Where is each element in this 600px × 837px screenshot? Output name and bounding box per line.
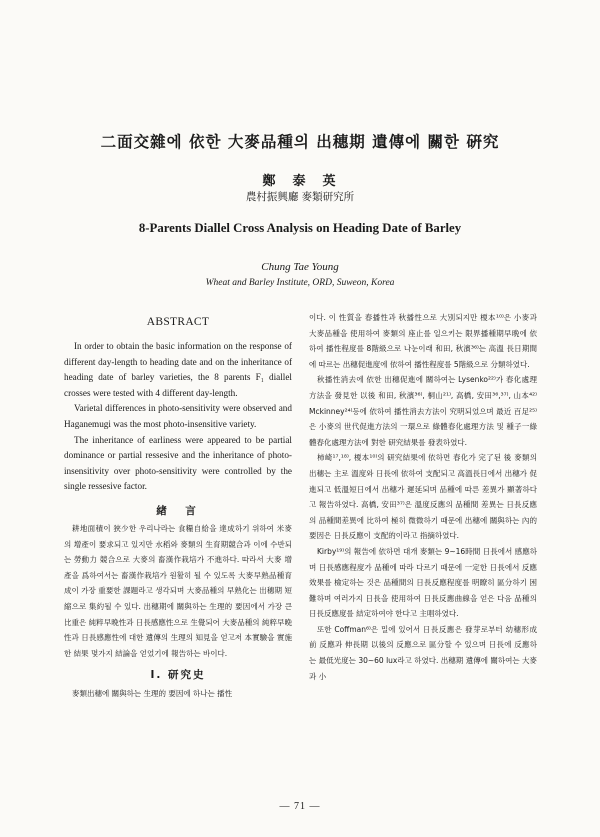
abstract-paragraph: In order to obtain the basic information on the response of different day-length to heading date and on the inheritance of heading date of barley varieties, the 8 parents F₁ diallel crosses were tested with 4 different day-length. <box>64 341 292 398</box>
korean-title: 二面交雜에 依한 大麥品種의 出穗期 遺傳에 關한 硏究 <box>100 133 500 151</box>
abstract-heading: ABSTRACT <box>146 316 210 328</box>
english-author: Chung Tae Young <box>261 261 339 273</box>
intro-paragraph: 耕地面積이 狹少한 우리나라는 食糧自給을 達成하기 위하여 米麥의 增產이 要求되고 있지만 水稻와 麥類의 生育期競合과 이에 수반되는 勞動力 競合으로 大麥의 畜漢作栽培가 不進하다. 따라서 大麥 增產을 爲하여서는 畜漢作栽培가 원활히 될 수 있도록 大麥早熟品種育成이 가장 重要한 課題라고 생각되며 大麥品種의 早熟化는 出穗期 短縮으로 集約될 수 있다. 出穗期에 關與하는 生理的 要因에서 가장 큰 比重은 純粹早晩性과 日長感應性으로 生覺되어 大麥品種의 純粹早晩性과 日長感應性에 대한 遺傳의 生理의 知見을 얻고저 本實驗을 實施한 結果 몇가지 結論을 얻었기에 報告하는 바이다. <box>64 523 292 658</box>
body-paragraph: 秋播性消去에 依한 出穗促進에 關하여는 Lysenko²²⁾가 春化處理方法을 發見한 以後 和田, 秋濱³⁶⁾, 桐山²¹⁾, 高橋, 安田³⁶,³⁷⁾, 山本⁴²⁾ Mckinney²⁴⁾등에 依하여 播性消去方法이 究明되었으며 最近 百足²⁵⁾은 小麥의 世代促進方法의 一環으로 綠體春化處理方法 및 種子一綠體春化處理方法에 對한 研究結果를 發表하였다. <box>309 375 537 447</box>
abstract-paragraph: The inheritance of earliness were appeared to be partial dominance or partial ressesive and the inheritance of photo-insensitivity over photo-sensitivity were controlled by the single ressesive factor. <box>64 434 292 492</box>
body-paragraph: Kirby¹⁹⁾의 報告에 依하면 대개 麥類는 9~16時間 日長에서 感應하며 日長感應程度가 品種에 따라 다르기 때문에 一定한 日長에서 反應效果를 檢定하는 것은 品種間의 日長反應程度를 明瞭히 區分하기 困難하며 여러가지 日長을 使用하여 日長反應曲線을 얻은 다음 品種의 日長反應度를 結定하여야 한다고 主唱하였다. <box>309 546 537 619</box>
english-title: 8-Parents Diallel Cross Analysis on Heading Date of Barley <box>138 221 462 235</box>
body-paragraph: 이다. 이 性質을 春播性과 秋播性으로 大別되지만 榎本¹⁰⁾은 小麥과 大麥品種을 使用하여 麥類의 座止를 일으키는 限界播種期早晩에 依하여 播性程度를 8階級으로 나눈이래 和田, 秋濱³⁶⁾는 高溫 長日期間에 따르는 出穗促進度에 依하여 播性程度를 5階級으로 分類하였다. <box>309 313 537 369</box>
english-affiliation: Wheat and Barley Institute, ORD, Suweon, Korea <box>205 278 395 288</box>
korean-affiliation: 農村振興廳 麥類研究所 <box>245 191 355 203</box>
intro-heading: 緖 言 <box>156 504 200 517</box>
body-paragraph: 柿崎¹⁷,¹⁸⁾, 榎本¹⁰⁾의 研究結果에 依하면 春化가 完了된 後 麥類의 出穗는 主로 溫度와 日長에 依하여 支配되고 高溫長日에서 出穗가 促進되고 低溫短日에서 出穗가 遲延되며 品種에 따른 差異가 顯著하다고 報告하였다. 高橋, 安田³⁷⁾은 溫度反應의 品種間 差異는 日長反應의 品種間差異에 比하여 極히 微微하기 때문에 出穗에 關與하는 內的要因은 日長反應이 支配的이라고 指摘하였다. <box>309 453 537 541</box>
korean-author: 鄭 泰 英 <box>262 174 338 189</box>
left-column <box>64 316 292 702</box>
history-heading: Ⅰ. 研究史 <box>150 669 206 682</box>
history-paragraph: 麥類出穗에 關與하는 生理的 要因에 하나는 播性 <box>72 689 233 699</box>
right-column <box>309 310 537 684</box>
body-paragraph: 또한 Coffman⁶⁾은 밀에 있어서 日長反應은 發芽로부터 幼穗形成前 反應과 伸長期 以後의 反應으로 區分할 수 있으며 日長에 反應하는 最低光度는 30~60 lux라고 하였다. 出穗期 遺傳에 關하여는 大麥과 小 <box>309 624 537 681</box>
page-number: — 71 — <box>279 801 321 812</box>
abstract-paragraph: Varietal differences in photo-sensitivity were observed and Haganemugi was the most photo-insensitive variety. <box>64 403 292 429</box>
